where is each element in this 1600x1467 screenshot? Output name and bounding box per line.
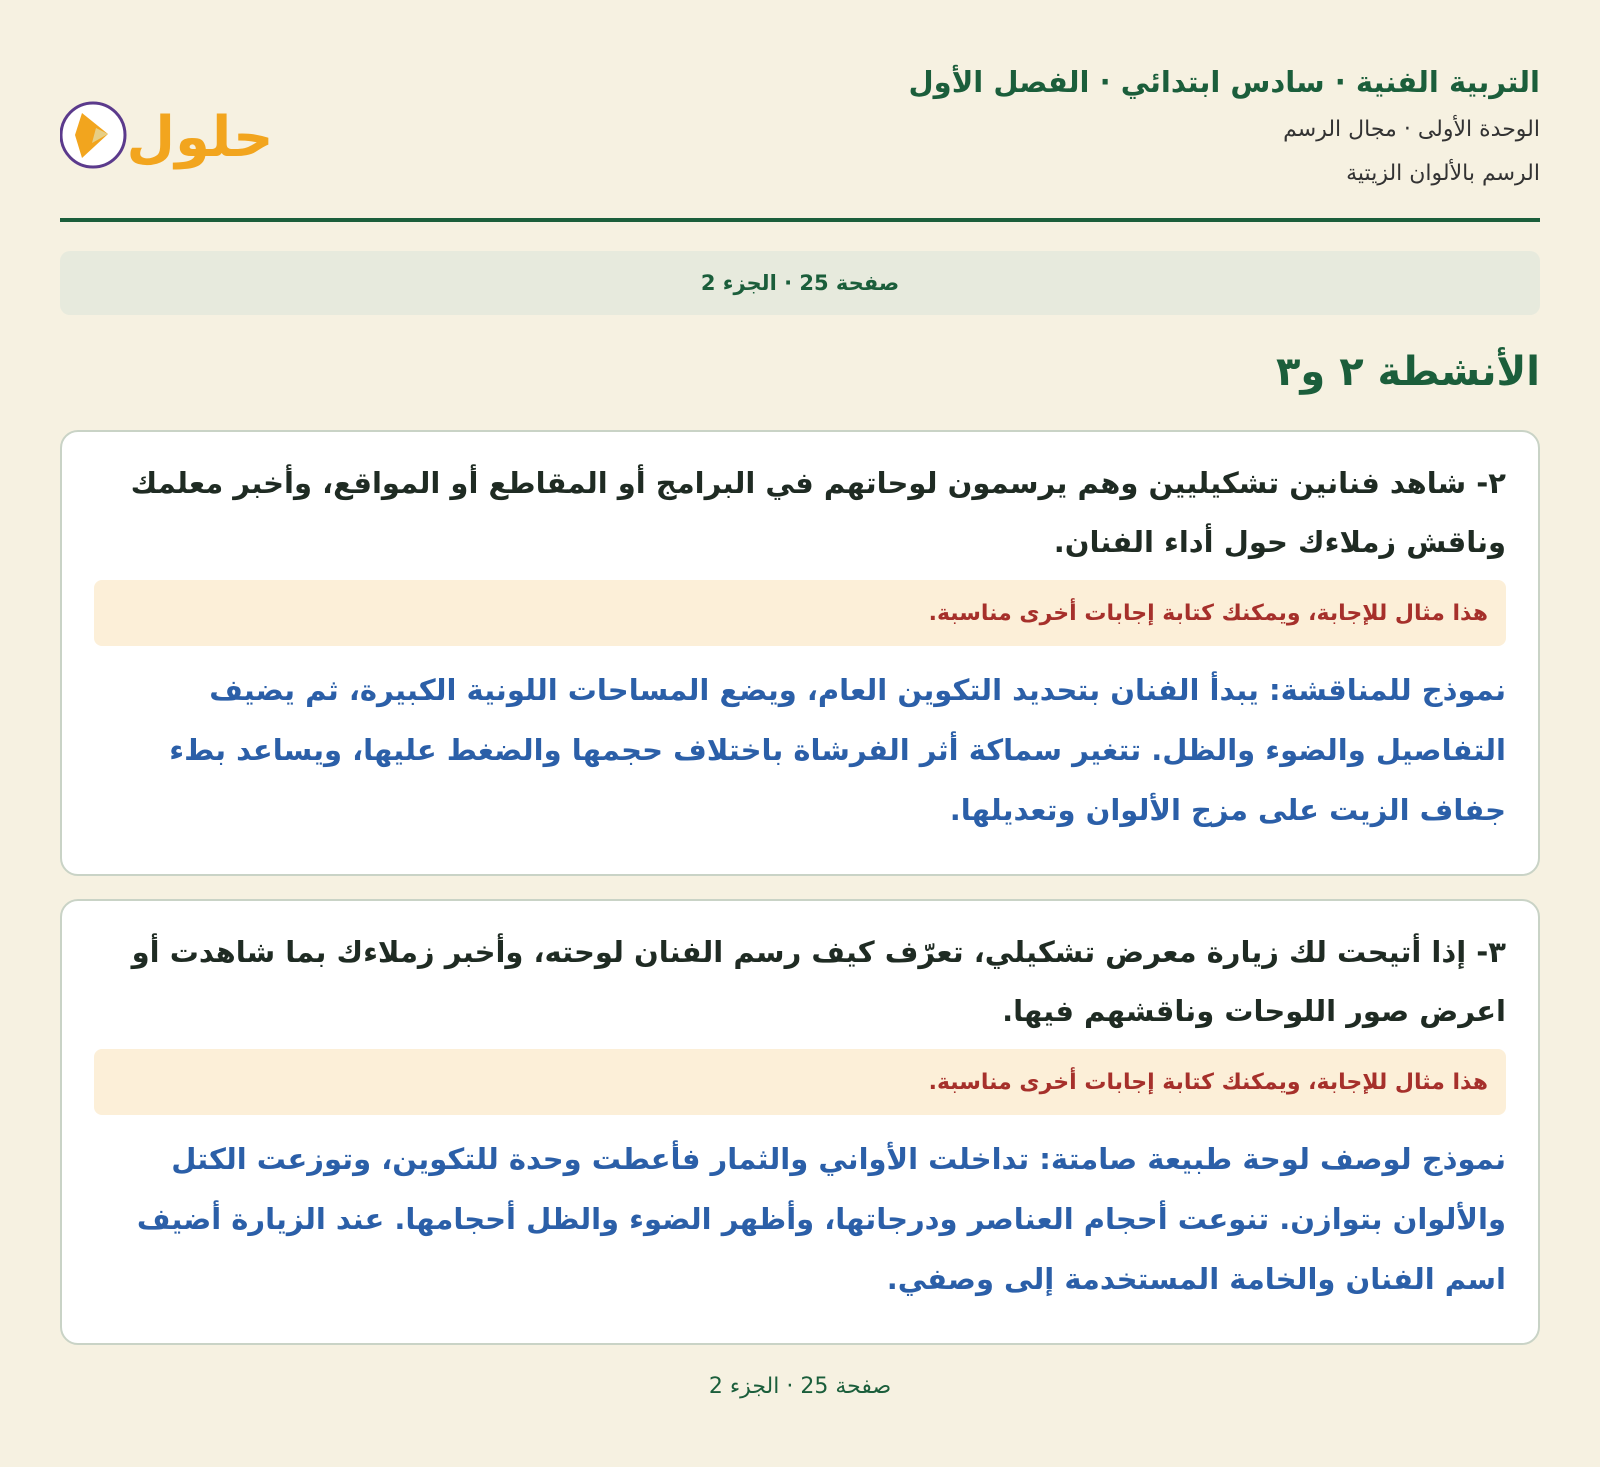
activity-question: ٢- شاهد فنانين تشكيليين وهم يرسمون لوحاتهم في البرامج أو المقاطع أو المواقع، وأخبر معلمك وناقش زملاءك حول أداء الفنان. — [130, 466, 1506, 559]
page-header — [60, 50, 1540, 220]
activity-card-3 — [60, 899, 1540, 1345]
answer-note: هذا مثال للإجابة، ويمكنك كتابة إجابات أخرى مناسبة. — [94, 580, 1506, 646]
page-reference-band: صفحة 25 · الجزء 2 — [60, 251, 1540, 315]
activity-answer: نموذج لوصف لوحة طبيعة صامتة: تداخلت الأواني والثمار فأعطت وحدة للتكوين، وتوزعت الكتل والألوان بتوازن. تنوعت أحجام العناصر ودرجاتها، وأظهر الضوء والظل أحجامها. عند الزيارة أضيف اسم الفنان والخامة المستخدمة إلى وصفي. — [136, 1142, 1506, 1296]
logo-wordmark: حلول — [126, 105, 274, 170]
answer-note: هذا مثال للإجابة، ويمكنك كتابة إجابات أخرى مناسبة. — [94, 1049, 1506, 1115]
activity-question: ٣- إذا أتيحت لك زيارة معرض تشكيلي، تعرّف كيف رسم الفنان لوحته، وأخبر زملاءك بما شاهدت أو اعرض صور اللوحات وناقشهم فيها. — [131, 935, 1506, 1028]
header-text — [909, 50, 1540, 196]
subject-title: التربية الفنية · سادس ابتدائي · الفصل الأول — [908, 65, 1540, 99]
page-footer: صفحة 25 · الجزء 2 — [708, 1374, 892, 1399]
hulul-logo-icon — [60, 88, 290, 178]
section-title: الأنشطة ٢ و٣ — [1275, 349, 1540, 395]
activity-answer: نموذج للمناقشة: يبدأ الفنان بتحديد التكوين العام، ويضع المساحات اللونية الكبيرة، ثم يضيف التفاصيل والضوء والظل. تتغير سماكة أثر الفرشاة باختلاف حجمها والضغط عليها، ويساعد بطء جفاف الزيت على مزج الألوان وتعديلها. — [169, 673, 1506, 827]
unit-label: الوحدة الأولى · مجال الرسم — [1283, 117, 1540, 142]
activity-card-2 — [60, 430, 1540, 876]
header-divider — [60, 218, 1540, 222]
lesson-label: الرسم بالألوان الزيتية — [1346, 161, 1540, 186]
document-page — [60, 0, 1540, 1467]
